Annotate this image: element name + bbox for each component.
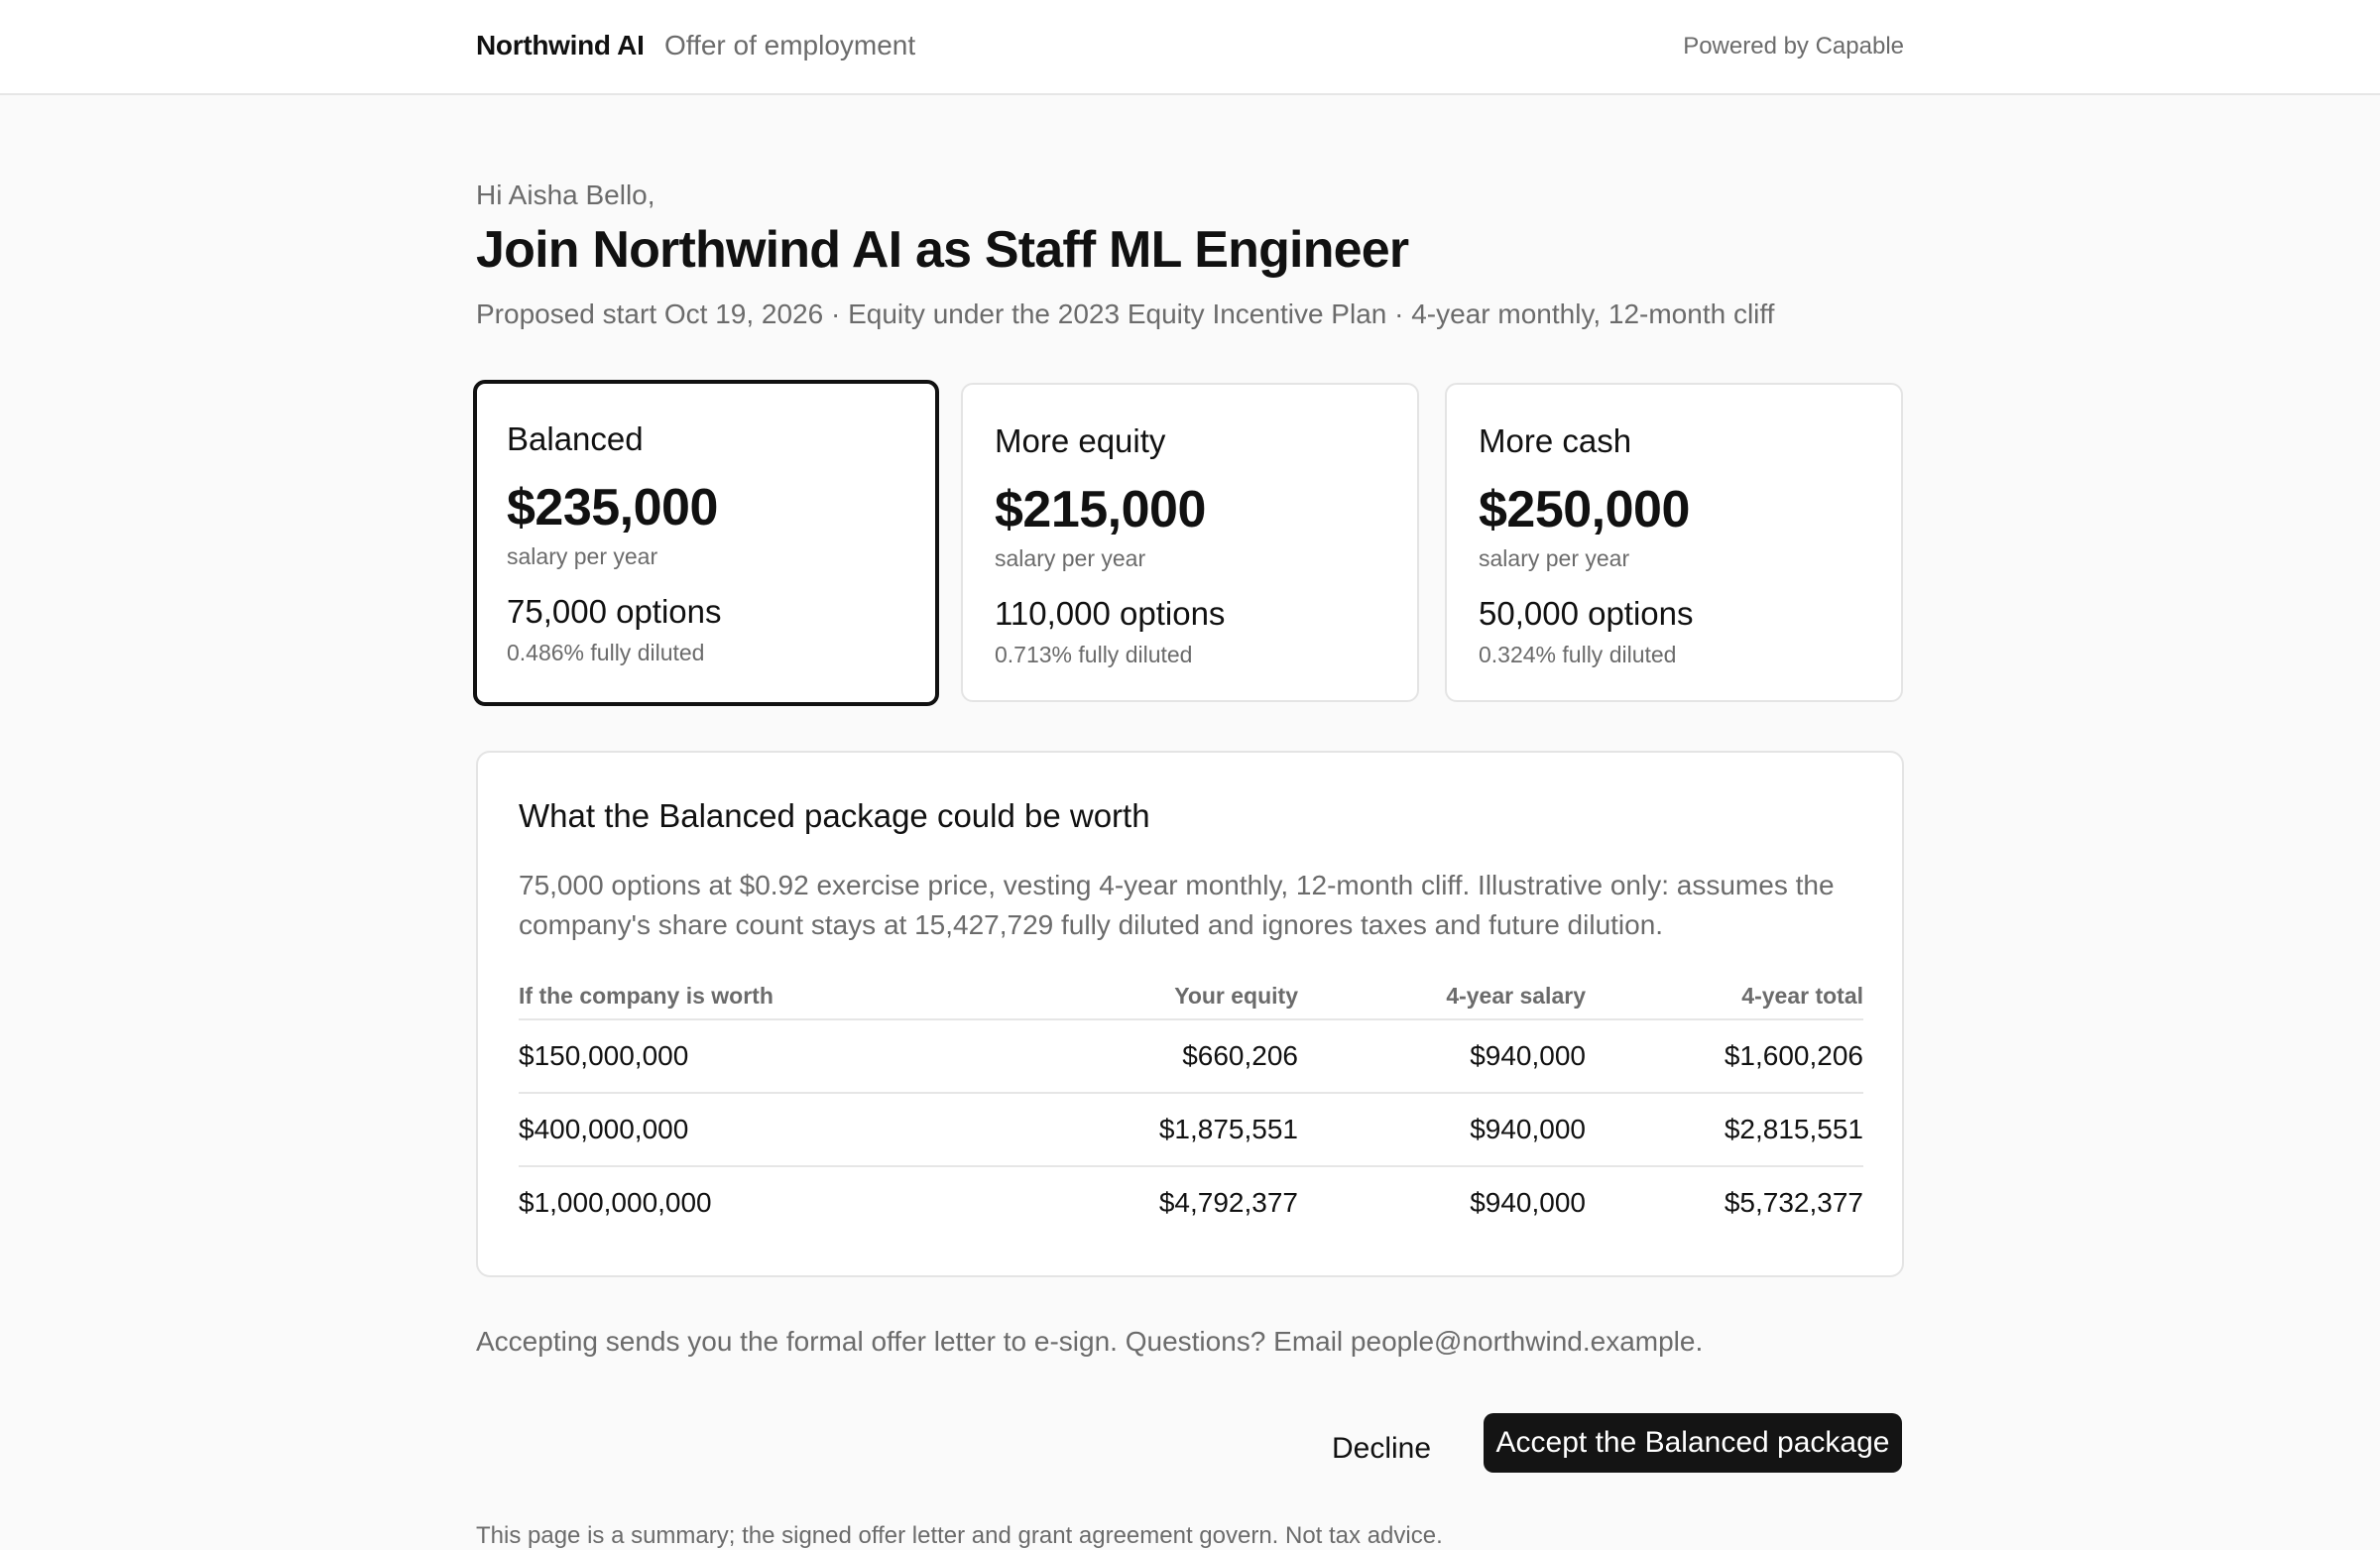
equity-cell: $4,792,377 <box>1158 1187 1298 1218</box>
offer-meta: Proposed start Oct 19, 2026 · Equity under the 2023 Equity Incentive Plan · 4-year monthly, 12-month cliff <box>476 298 1775 329</box>
total-cell: $1,600,206 <box>1586 1019 1863 1093</box>
package-options: 75,000 options <box>507 593 722 630</box>
equity-cell: $1,875,551 <box>935 1093 1298 1166</box>
worth-table <box>519 973 1863 1239</box>
worth-title: What the Balanced package could be worth <box>519 797 1150 834</box>
salary-caption: salary per year <box>507 543 658 569</box>
decline-button[interactable]: Decline <box>1332 1428 1431 1470</box>
company-worth-cell: $400,000,000 <box>519 1093 935 1166</box>
package-diluted: 0.324% fully diluted <box>1479 642 1677 667</box>
table-row <box>519 1019 1863 1093</box>
greeting: Hi Aisha Bello, <box>476 179 655 210</box>
brand-name: Northwind AI <box>476 30 645 60</box>
footer-disclaimer: This page is a summary; the signed offer letter and grant agreement govern. Not tax advice. <box>476 1522 1443 1549</box>
equity-cell: $660,206 <box>935 1019 1298 1093</box>
header-subtitle: Offer of employment <box>664 30 916 60</box>
package-card-more-cash[interactable] <box>1445 383 1903 702</box>
salary-cell: $940,000 <box>1470 1187 1586 1218</box>
package-options: 110,000 options <box>995 595 1226 632</box>
package-card-balanced[interactable] <box>473 380 939 706</box>
column-header-total: 4-year total <box>1586 973 1863 1019</box>
package-options: 50,000 options <box>1479 595 1694 632</box>
package-card-more-equity[interactable] <box>961 383 1419 702</box>
worth-panel <box>476 751 1904 1277</box>
company-worth-cell: $150,000,000 <box>519 1019 935 1093</box>
table-header-row <box>519 973 1863 1019</box>
total-cell: $2,815,551 <box>1586 1093 1863 1166</box>
salary-cell: $940,000 <box>1298 1019 1586 1093</box>
powered-by-label: Powered by Capable <box>1683 33 1904 60</box>
salary-caption: salary per year <box>995 545 1146 571</box>
package-name: More cash <box>1479 422 1632 459</box>
salary-caption: salary per year <box>1479 545 1630 571</box>
table-row <box>519 1093 1863 1166</box>
package-name: Balanced <box>507 420 644 457</box>
page-title: Join Northwind AI as Staff ML Engineer <box>476 221 1409 279</box>
company-worth-cell: $1,000,000,000 <box>519 1187 712 1218</box>
worth-description: 75,000 options at $0.92 exercise price, vesting 4-year monthly, 12-month cliff. Illustrative only: assumes the company's share count stays at 15,427,729 fully diluted and ignores taxes and future dilution. <box>519 870 1835 940</box>
package-diluted: 0.486% fully diluted <box>507 640 705 665</box>
package-salary: $235,000 <box>507 479 718 537</box>
column-header-your-equity: Your equity <box>935 973 1298 1019</box>
table-row <box>519 1166 1863 1239</box>
salary-cell: $940,000 <box>1298 1093 1586 1166</box>
package-salary: $215,000 <box>995 481 1206 538</box>
top-bar <box>0 0 2380 95</box>
accept-note: Accepting sends you the formal offer letter to e-sign. Questions? Email people@northwind.example. <box>476 1326 1704 1357</box>
accept-button[interactable]: Accept the Balanced package <box>1484 1413 1902 1473</box>
package-diluted: 0.713% fully diluted <box>995 642 1193 667</box>
package-name: More equity <box>995 422 1166 459</box>
total-cell: $5,732,377 <box>1724 1187 1863 1218</box>
column-header-salary: 4-year salary <box>1298 973 1586 1019</box>
column-header-company-worth: If the company is worth <box>519 973 935 1019</box>
package-salary: $250,000 <box>1479 481 1690 538</box>
